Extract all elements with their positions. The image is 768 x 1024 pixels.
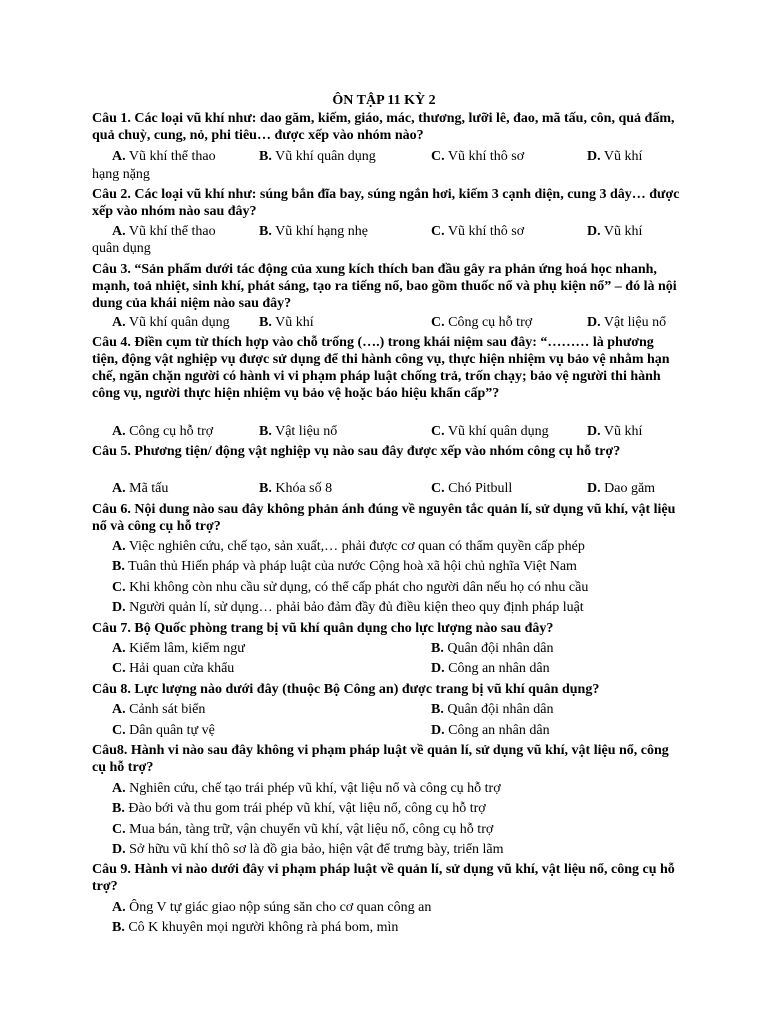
answer-option [259, 480, 332, 497]
answer-option [112, 538, 585, 555]
option-letter: D. [587, 424, 601, 439]
answer-option [112, 701, 205, 718]
option-text: Cô K khuyên mọi người không rà phá bom, mìn [124, 920, 399, 935]
answer-option [112, 314, 230, 331]
option-letter: D. [587, 224, 601, 239]
option-letter: D. [587, 315, 601, 330]
answer-option [112, 899, 431, 916]
option-letter: A. [112, 224, 126, 239]
answer-option [112, 919, 398, 936]
option-letter: A. [112, 641, 126, 656]
option-letter: D. [112, 600, 126, 615]
option-letter: B. [431, 702, 444, 717]
option-letter: A. [112, 539, 126, 554]
option-letter: A. [112, 315, 126, 330]
option-letter: B. [112, 559, 125, 574]
option-letter: C. [112, 661, 126, 676]
option-letter: A. [112, 424, 126, 439]
option-text: Vũ khí quân dụng [125, 315, 230, 330]
option-letter: D. [587, 481, 601, 496]
option-letter: A. [112, 702, 126, 717]
option-text: Vật liệu nổ [600, 315, 667, 330]
answer-option [587, 423, 642, 440]
question-text: Câu 4. Điền cụm từ thích hợp vào chỗ trống (….) trong khái niệm sau đây: “……… là phương tiện, động vật nghiệp vụ được sử dụng để thi hành công vụ, thực hiện nhiệm vụ bảo vệ nhằm hạn chế, ngăn chặn người có hành vi vi phạm pháp luật chống trả, trốn chạy; bảo vệ người thi hành công vụ, người thực hiện nhiệm vụ bảo vệ hoặc báo hiệu khẩn cấp”? [92, 335, 670, 401]
option-letter: B. [431, 641, 444, 656]
option-text: Vũ khí quân dụng [444, 424, 549, 439]
option-wrap-text: quân dụng [92, 241, 151, 256]
question-text: Câu 2. Các loại vũ khí như: súng bắn đĩa bay, súng ngắn hơi, kiếm 3 cạnh diện, cung 3 dây… được xếp vào nhóm nào sau đây? [92, 187, 680, 219]
answer-option [112, 640, 245, 657]
answer-option [112, 800, 486, 817]
answer-option [259, 223, 368, 240]
option-text: Vũ khí thô sơ [444, 149, 525, 164]
option-text: Vũ khí hạng nhẹ [271, 224, 369, 239]
answer-option [259, 423, 337, 440]
option-text: Hải quan cửa khẩu [125, 661, 235, 676]
option-text: Người quản lí, sử dụng… phải bảo đảm đầy đủ điều kiện theo quy định pháp luật [125, 600, 584, 615]
option-letter: B. [259, 315, 272, 330]
option-text: Vũ khí [271, 315, 314, 330]
answer-option [112, 480, 168, 497]
option-letter: C. [112, 822, 126, 837]
option-text: Ông V tự giác giao nộp súng săn cho cơ quan công an [125, 900, 432, 915]
question-text: Câu 8. Lực lượng nào dưới đây (thuộc Bộ Công an) được trang bị vũ khí quân dụng? [92, 682, 600, 697]
option-text: Tuân thủ Hiến pháp và pháp luật của nước Cộng hoà xã hội chủ nghĩa Việt Nam [124, 559, 577, 574]
option-text: Vật liệu nổ [271, 424, 338, 439]
question-text: Câu8. Hành vi nào sau đây không vi phạm pháp luật về quản lí, sử dụng vũ khí, vật liệu nổ, công cụ hỗ trợ? [92, 743, 669, 775]
option-text: Vũ khí thể thao [125, 149, 216, 164]
answer-option [259, 314, 314, 331]
answer-option [431, 701, 554, 718]
option-text: Việc nghiên cứu, chế tạo, sản xuất,… phải được cơ quan có thẩm quyền cấp phép [125, 539, 585, 554]
option-text: Dao găm [600, 481, 656, 496]
option-text: Mua bán, tàng trữ, vận chuyển vũ khí, vật liệu nổ, công cụ hỗ trợ [125, 822, 494, 837]
option-text: Công an nhân dân [444, 723, 550, 738]
answer-option [112, 722, 215, 739]
option-letter: B. [259, 481, 272, 496]
option-wrap-text: hạng nặng [92, 167, 150, 182]
option-text: Công an nhân dân [444, 661, 550, 676]
option-letter: A. [112, 149, 126, 164]
answer-option [587, 223, 642, 240]
answer-option [112, 599, 584, 616]
option-text: Vũ khí quân dụng [271, 149, 376, 164]
option-text: Sở hữu vũ khí thô sơ là đồ gia bảo, hiện vật để trưng bày, triển lãm [125, 842, 504, 857]
option-text: Dân quân tự vệ [125, 723, 215, 738]
answer-option [112, 558, 577, 575]
answer-option [112, 821, 493, 838]
option-text: Chó Pitbull [444, 481, 513, 496]
option-text: Quân đội nhân dân [443, 702, 554, 717]
option-letter: D. [431, 661, 445, 676]
option-letter: C. [431, 224, 445, 239]
option-letter: B. [112, 920, 125, 935]
option-text: Đào bới và thu gom trái phép vũ khí, vật liệu nổ, công cụ hỗ trợ [124, 801, 486, 816]
option-text: Cảnh sát biển [125, 702, 206, 717]
answer-option [112, 148, 216, 165]
answer-option [431, 640, 554, 657]
option-letter: C. [431, 481, 445, 496]
answer-option [112, 579, 588, 596]
option-letter: B. [259, 224, 272, 239]
option-text: Vũ khí thể thao [125, 224, 216, 239]
option-text: Nghiên cứu, chế tạo trái phép vũ khí, vật liệu nổ và công cụ hỗ trợ [125, 781, 501, 796]
answer-option [587, 314, 666, 331]
answer-option [112, 660, 234, 677]
answer-option [431, 223, 524, 240]
option-letter: A. [112, 781, 126, 796]
answer-option [431, 480, 512, 497]
answer-option [587, 148, 642, 165]
answer-option [259, 148, 376, 165]
option-letter: A. [112, 900, 126, 915]
answer-option [431, 660, 550, 677]
option-text: Vũ khí thô sơ [444, 224, 525, 239]
answer-option [431, 148, 524, 165]
option-letter: D. [112, 842, 126, 857]
option-text: Khi không còn nhu cầu sử dụng, có thể cấp phát cho người dân nếu họ có nhu cầu [125, 580, 589, 595]
question-text: Câu 6. Nội dung nào sau đây không phản ánh đúng về nguyên tắc quản lí, sử dụng vũ khí, vật liệu nổ và công cụ hỗ trợ? [92, 502, 676, 534]
answer-option [431, 423, 549, 440]
page-title: ÔN TẬP 11 KỲ 2 [332, 93, 436, 108]
option-letter: C. [112, 723, 126, 738]
option-letter: A. [112, 481, 126, 496]
answer-option [431, 722, 550, 739]
option-text: Vũ khí [600, 224, 643, 239]
option-letter: D. [587, 149, 601, 164]
option-text: Vũ khí [600, 424, 643, 439]
answer-option [112, 780, 501, 797]
answer-option [587, 480, 655, 497]
answer-option [431, 314, 532, 331]
option-letter: D. [431, 723, 445, 738]
answer-option [112, 423, 213, 440]
question-text: Câu 9. Hành vi nào dưới đây vi phạm pháp luật về quản lí, sử dụng vũ khí, vật liệu nổ, công cụ hỗ trợ? [92, 862, 675, 894]
answer-option [112, 841, 503, 858]
option-letter: C. [431, 424, 445, 439]
option-letter: B. [259, 149, 272, 164]
question-text: Câu 3. “Sản phẩm dưới tác động của xung kích thích ban đầu gây ra phản ứng hoá học nhanh, mạnh, toả nhiệt, sinh khí, phát sáng, tạo ra tiếng nổ, bao gồm thuốc nổ và phụ kiện nổ” – đó là nội dung của khái niệm nào sau đây? [92, 262, 677, 311]
question-text: Câu 7. Bộ Quốc phòng trang bị vũ khí quân dụng cho lực lượng nào sau đây? [92, 621, 554, 636]
question-text: Câu 1. Các loại vũ khí như: dao găm, kiếm, giáo, mác, thương, lưỡi lê, đao, mã tấu, côn, quả đấm, quả chuỳ, cung, nỏ, phi tiêu… được xếp vào nhóm nào? [92, 111, 675, 143]
option-text: Mã tấu [125, 481, 169, 496]
option-text: Khóa số 8 [271, 481, 333, 496]
option-text: Quân đội nhân dân [443, 641, 554, 656]
option-letter: C. [112, 580, 126, 595]
option-letter: C. [431, 315, 445, 330]
option-letter: B. [259, 424, 272, 439]
option-letter: C. [431, 149, 445, 164]
option-text: Công cụ hỗ trợ [444, 315, 533, 330]
option-text: Công cụ hỗ trợ [125, 424, 214, 439]
option-text: Vũ khí [600, 149, 643, 164]
option-text: Kiểm lâm, kiểm ngư [125, 641, 245, 656]
answer-option [112, 223, 216, 240]
option-letter: B. [112, 801, 125, 816]
question-text: Câu 5. Phương tiện/ động vật nghiệp vụ nào sau đây được xếp vào nhóm công cụ hỗ trợ? [92, 444, 621, 459]
